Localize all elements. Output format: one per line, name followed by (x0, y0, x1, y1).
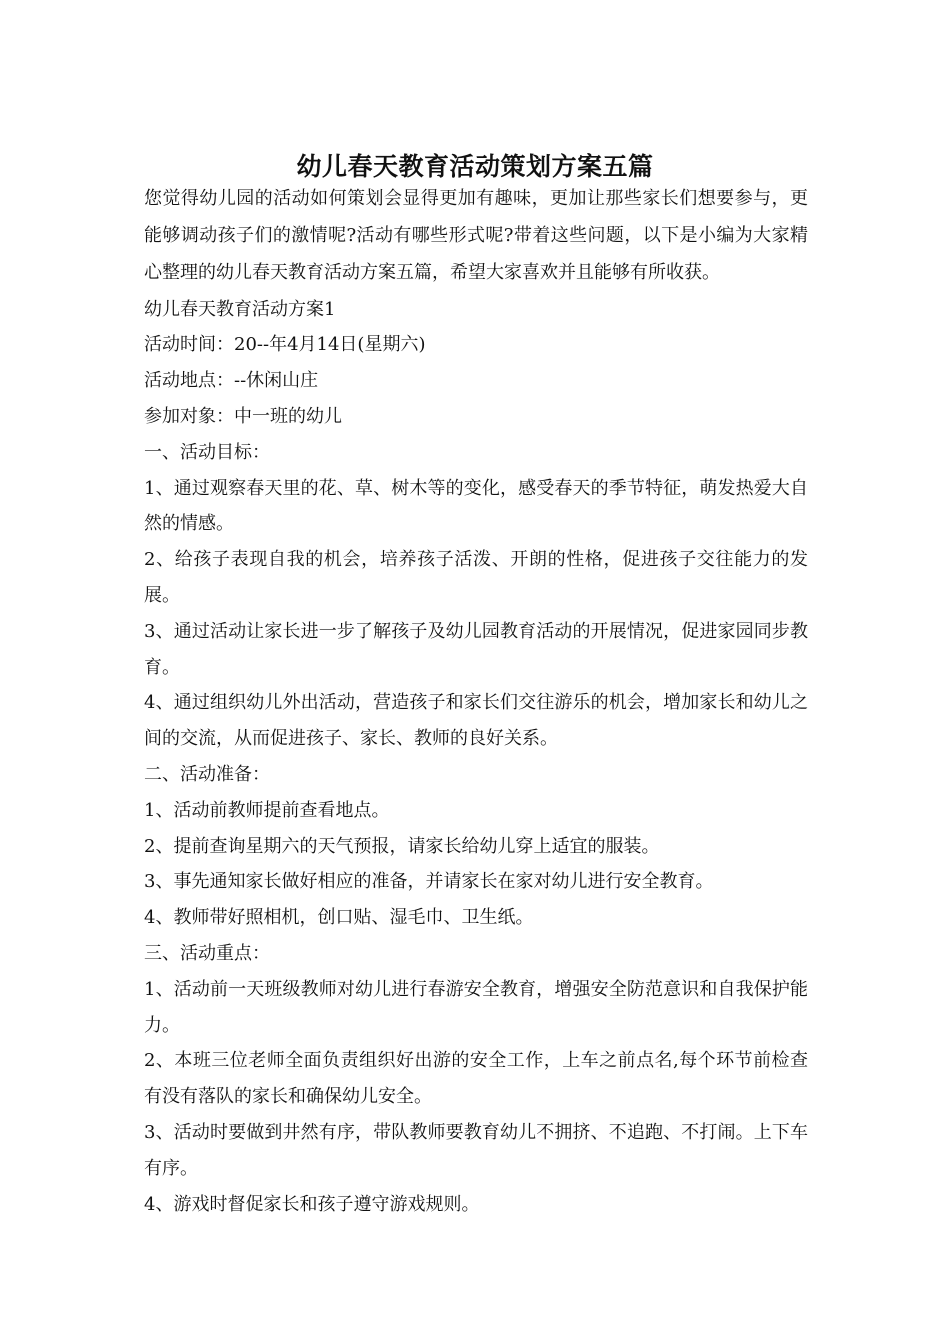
intro-paragraph: 您觉得幼儿园的活动如何策划会显得更加有趣味，更加让那些家长们想要参与，更能够调动孩子们的激情呢?活动有哪些形式呢?带着这些问题，以下是小编为大家精心整理的幼儿春天教育活动方案五篇，希望大家喜欢并且能够有所收获。 (144, 188, 808, 284)
section-heading-key-points: 三、活动重点： (144, 942, 270, 964)
section-heading-goals: 一、活动目标： (144, 441, 270, 463)
key-point-item: 2、本班三位老师全面负责组织好出游的安全工作，上车之前点名,每个环节前检查有没有落队的家长和确保幼儿安全。 (144, 1050, 808, 1108)
document-title: 幼儿春天教育活动策划方案五篇 (296, 151, 654, 181)
goal-item: 2、给孩子表现自我的机会，培养孩子活泼、开朗的性格，促进孩子交往能力的发展。 (144, 549, 808, 606)
plan-heading: 幼儿春天教育活动方案1 (144, 298, 336, 320)
preparation-item: 1、活动前教师提前查看地点。 (144, 799, 390, 821)
document-body (144, 180, 808, 1222)
preparation-item: 3、事先通知家长做好相应的准备，并请家长在家对幼儿进行安全教育。 (144, 871, 714, 893)
goal-item: 4、通过组织幼儿外出活动，营造孩子和家长们交往游乐的机会，增加家长和幼儿之间的交流，从而促进孩子、家长、教师的良好关系。 (144, 692, 808, 750)
activity-time: 活动时间：20--年4月14日(星期六) (144, 334, 426, 356)
section-heading-preparation: 二、活动准备： (144, 763, 270, 785)
preparation-item: 2、提前查询星期六的天气预报，请家长给幼儿穿上适宜的服装。 (144, 835, 660, 857)
key-point-item: 4、游戏时督促家长和孩子遵守游戏规则。 (144, 1193, 480, 1215)
key-point-item: 1、活动前一天班级教师对幼儿进行春游安全教育，增强安全防范意识和自我保护能力。 (144, 978, 808, 1036)
activity-place: 活动地点：--休闲山庄 (144, 370, 319, 392)
goal-item: 1、通过观察春天里的花、草、树木等的变化，感受春天的季节特征，萌发热爱大自然的情感。 (144, 477, 808, 535)
goal-item: 3、通过活动让家长进一步了解孩子及幼儿园教育活动的开展情况，促进家园同步教育。 (144, 620, 808, 678)
preparation-item: 4、教师带好照相机，创口贴、湿毛巾、卫生纸。 (144, 907, 534, 929)
key-point-item: 3、活动时要做到井然有序，带队教师要教育幼儿不拥挤、不追跑、不打闹。上下车有序。 (144, 1121, 808, 1179)
activity-participants: 参加对象：中一班的幼儿 (144, 406, 342, 427)
